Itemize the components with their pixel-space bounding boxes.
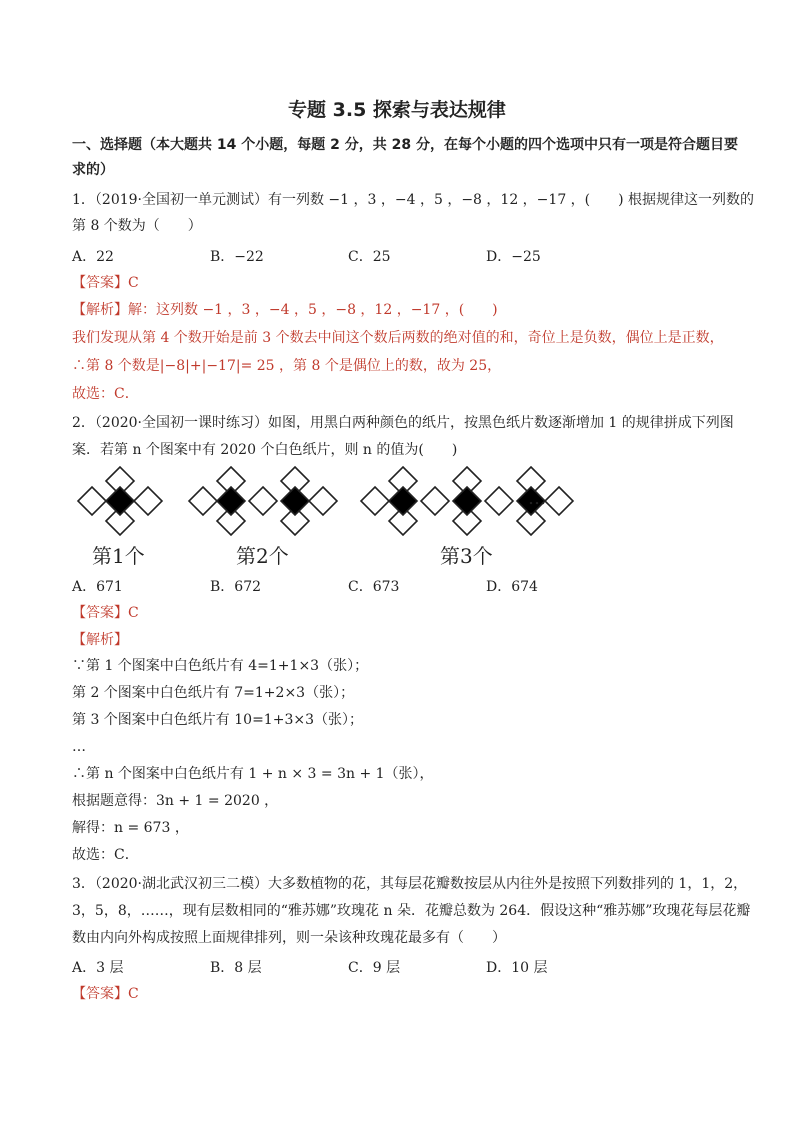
pattern-1 bbox=[78, 467, 162, 535]
q2-step-3: 第 3 个图案中白色纸片有 10=1+3×3（张）； bbox=[72, 712, 363, 728]
section-heading-line1: 一、选择题（本大题共 14 个小题，每题 2 分，共 28 分，在每个小题的四个选项中只有一项是符合题目要 bbox=[72, 137, 738, 153]
q2-option-b: B．672 bbox=[210, 579, 262, 595]
q3-answer: 【答案】C bbox=[72, 986, 139, 1002]
q2-option-a: A．671 bbox=[72, 579, 123, 595]
q2-step-4: … bbox=[72, 739, 86, 755]
q3-stem-line3: 数由内向外构成按照上面规律排列，则一朵该种玫瑰花最多有（ ） bbox=[72, 930, 506, 946]
q2-answer: 【答案】C bbox=[72, 605, 139, 621]
q1-stem-line2: 第 8 个数为（ ） bbox=[72, 218, 202, 234]
q3-option-b: B．8 层 bbox=[210, 960, 262, 976]
page-title: 专题 3.5 探索与表达规律 bbox=[288, 99, 506, 121]
q2-step-5: ∴第 n 个图案中白色纸片有 1 + n × 3 = 3n + 1（张）， bbox=[72, 766, 434, 782]
q1-analysis-line1: 【解析】解：这列数 −1 ，3 ，−4 ，5 ，−8 ，12 ，−17 ，( ) bbox=[72, 302, 498, 318]
q1-option-c: C．25 bbox=[348, 249, 391, 265]
q2-option-d: D．674 bbox=[486, 579, 538, 595]
q2-step-6: 根据题意得：3n + 1 = 2020 ， bbox=[72, 793, 279, 809]
q2-stem-line1: 2．（2020·全国初一课时练习）如图，用黑白两种颜色的纸片，按黑色纸片数逐渐增加 1 的规律拼成下列图 bbox=[72, 415, 734, 431]
q2-option-c: C．673 bbox=[348, 579, 400, 595]
figure-label-3: 第3个 bbox=[440, 544, 493, 568]
q2-step-2: 第 2 个图案中白色纸片有 7=1+2×3（张）； bbox=[72, 685, 355, 701]
q2-analysis-title: 【解析】 bbox=[72, 632, 128, 648]
q1-analysis-line3: ∴第 8 个数是|−8|+|−17|= 25 ，第 8 个是偶位上的数，故为 25， bbox=[72, 358, 502, 374]
q3-option-d: D．10 层 bbox=[486, 960, 548, 976]
q3-option-a: A．3 层 bbox=[72, 960, 124, 976]
q3-stem-line2: 3，5，8，……，现有层数相同的“雅苏娜”玫瑰花 n 朵．花瓣总数为 264．假设这种“雅苏娜”玫瑰花每层花瓣 bbox=[72, 903, 751, 919]
figure-label-1: 第1个 bbox=[92, 544, 145, 568]
section-heading-line2: 求的） bbox=[72, 162, 114, 178]
q1-stem-line1: 1．（2019·全国初一单元测试）有一列数 −1 ，3 ，−4 ，5 ，−8 ，12 ，−17 ，( ) 根据规律这一列数的 bbox=[72, 192, 755, 208]
q3-option-c: C．9 层 bbox=[348, 960, 401, 976]
q2-step-7: 解得：n = 673 ， bbox=[72, 820, 189, 836]
figure-label-2: 第2个 bbox=[236, 544, 289, 568]
q2-step-1: ∵第 1 个图案中白色纸片有 4=1+1×3（张）； bbox=[72, 658, 369, 674]
figure-ellipsis: … bbox=[528, 488, 546, 509]
q1-option-b: B．−22 bbox=[210, 249, 264, 265]
q2-step-8: 故选：C． bbox=[72, 847, 139, 863]
q1-option-d: D．−25 bbox=[486, 249, 541, 265]
q1-analysis-line2: 我们发现从第 4 个数开始是前 3 个数去中间这个数后两数的绝对值的和，奇位上是负数，偶位上是正数， bbox=[72, 330, 724, 346]
tile-pattern-figure bbox=[70, 466, 630, 536]
q1-answer: 【答案】C bbox=[72, 275, 139, 291]
pattern-2 bbox=[189, 467, 337, 535]
q2-stem-line2: 案．若第 n 个图案中有 2020 个白色纸片，则 n 的值为( ) bbox=[72, 442, 458, 458]
q1-option-a: A．22 bbox=[72, 249, 114, 265]
q3-stem-line1: 3．（2020·湖北武汉初三二模）大多数植物的花，其每层花瓣数按层从内往外是按照下列数排列的 1，1，2， bbox=[72, 876, 748, 892]
q1-conclusion: 故选：C． bbox=[72, 386, 139, 402]
